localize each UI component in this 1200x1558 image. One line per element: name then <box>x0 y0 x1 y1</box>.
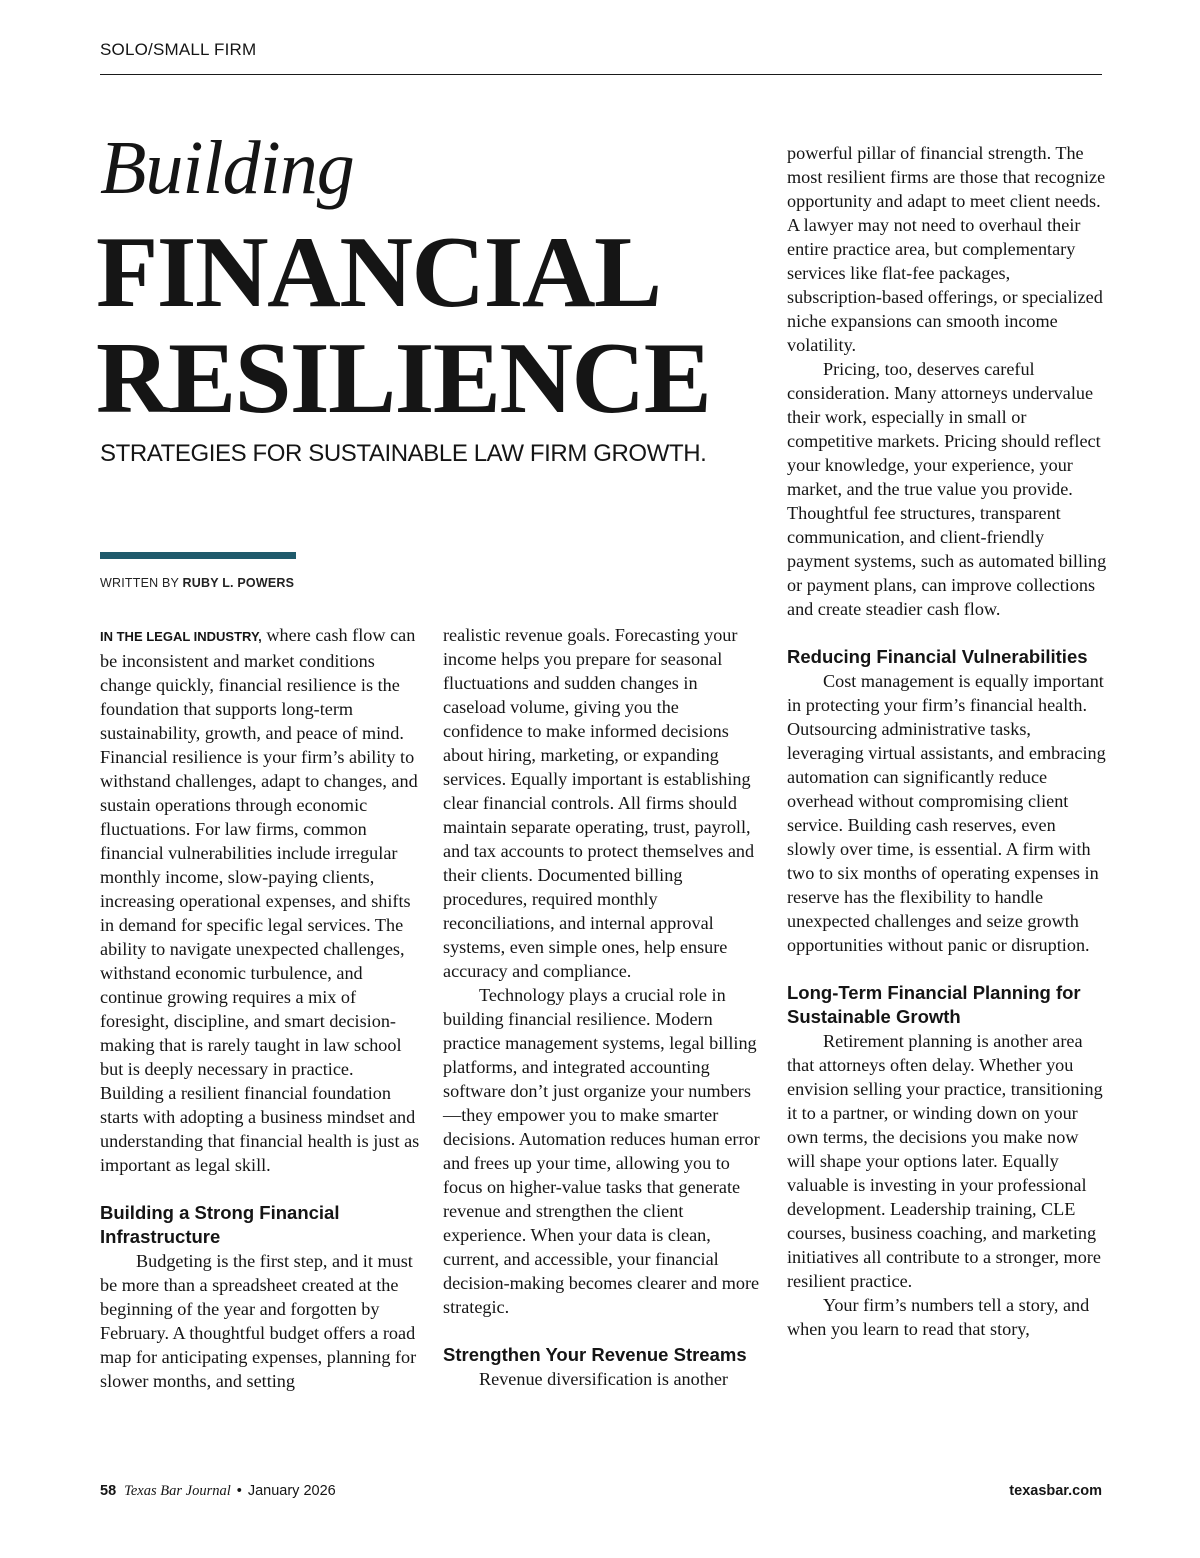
paragraph-budgeting-continued: realistic revenue goals. Forecasting your income helps you prepare for seasonal fluctuations and sudden changes in caseload volume, giving you the confidence to make informed decisions about hiring, marketing, or expanding services. Equally important is establishing clear financial controls. All firms should maintain separate operating, trust, payroll, and tax accounts to protect themselves and their clients. Documented billing procedures, required monthly reconciliations, and internal approval systems, even simple ones, help ensure accuracy and compliance. <box>443 625 755 981</box>
heading-long-term-planning: Long-Term Financial Planning for Sustainable Growth <box>787 982 1081 1027</box>
intro-paragraph <box>100 623 420 1177</box>
footer-bullet: • <box>236 1483 242 1499</box>
paragraph-retirement: Retirement planning is another area that attorneys often delay. Whether you envision selling your practice, transitioning it to a partner, or winding down on your own terms, the decisions you make now will shape your options later. Equally valuable is investing in your professional development. Leadership training, CLE courses, business coaching, and marketing initiatives all contribute to a stronger, more resilient practice. <box>787 1031 1103 1291</box>
heading-financial-infrastructure: Building a Strong Financial Infrastructure <box>100 1202 340 1247</box>
title-resilience: RESILIENCE <box>96 322 711 435</box>
paragraph-numbers: Your firm’s numbers tell a story, and when you learn to read that story, <box>787 1295 1090 1339</box>
section-label: SOLO/SMALL FIRM <box>100 40 257 59</box>
subtitle: STRATEGIES FOR SUSTAINABLE LAW FIRM GROWTH. <box>100 440 707 467</box>
issue-date: January 2026 <box>247 1483 336 1499</box>
byline-author: RUBY L. POWERS <box>182 576 295 590</box>
byline-prefix: WRITTEN BY <box>100 576 179 590</box>
byline <box>100 576 294 590</box>
heading-financial-vulnerabilities: Reducing Financial Vulnerabilities <box>787 646 1088 667</box>
article-column-1 <box>100 623 420 1393</box>
intro-lead-in: IN THE LEGAL INDUSTRY, <box>100 629 262 644</box>
footer-folio <box>100 1483 336 1500</box>
accent-bar <box>100 552 296 559</box>
article-column-3 <box>787 141 1107 1341</box>
paragraph-pricing: Pricing, too, deserves careful consideration. Many attorneys undervalue their work, especially in small or competitive markets. Pricing should reflect your knowledge, your experience, your market, and the true value you provide. Thoughtful fee structures, transparent communication, and client-friendly payment systems, such as automated billing or payment plans, can improve collections and create steadier cash flow. <box>787 359 1107 619</box>
header-rule <box>100 74 1102 75</box>
paragraph-revenue: Revenue diversification is another <box>479 1369 728 1389</box>
paragraph-cost-management: Cost management is equally important in protecting your firm’s financial health. Outsourcing administrative tasks, leveraging virtual assistants, and embracing automation can significantly reduce overhead without compromising client service. Building cash reserves, even slowly over time, is essential. A firm with two to six months of operating expenses in reserve has the flexibility to handle unexpected challenges and seize growth opportunities without panic or disruption. <box>787 671 1106 955</box>
paragraph-revenue-continued: powerful pillar of financial strength. The most resilient firms are those that recognize opportunity and adapt to meet client needs. A lawyer may not need to overhaul their entire practice area, but complementary services like flat-fee packages, subscription-based offerings, or specialized niche expansions can smooth income volatility. <box>787 143 1106 355</box>
intro-text: where cash flow can be inconsistent and market conditions change quickly, financial resilience is the foundation that supports long-term sustainability, growth, and peace of mind. Financial resilience is your firm’s ability to withstand challenges, adapt to changes, and sustain operations through economic fluctuations. For law firms, common financial vulnerabilities include irregular monthly income, slow-paying clients, increasing operational expenses, and shifts in demand for specific legal services. The ability to navigate unexpected challenges, withstand economic turbulence, and continue growing requires a mix of foresight, discipline, and smart decision-making that is rarely taught in law school but is deeply necessary in practice. Building a resilient financial foundation starts with adopting a business mindset and understanding that financial health is just as important as legal skill. <box>100 625 420 1175</box>
title-building: Building <box>100 126 354 210</box>
journal-name: Texas Bar Journal <box>124 1483 231 1499</box>
title-financial: FINANCIAL <box>96 216 661 329</box>
paragraph-budgeting: Budgeting is the first step, and it must be more than a spreadsheet created at the beginning of the year and forgotten by February. A thoughtful budget offers a road map for anticipating expenses, planning for slower months, and setting <box>100 1251 417 1391</box>
article-column-2 <box>443 623 763 1391</box>
page-number: 58 <box>100 1483 117 1499</box>
heading-revenue-streams: Strengthen Your Revenue Streams <box>443 1344 747 1365</box>
footer-url[interactable]: texasbar.com <box>1009 1483 1102 1499</box>
paragraph-technology: Technology plays a crucial role in building financial resilience. Modern practice management systems, legal billing platforms, and integrated accounting software don’t just organize your numbers—they empower you to make smarter decisions. Automation reduces human error and frees up your time, allowing you to focus on higher-value tasks that generate revenue and strengthen the client experience. When your data is clean, current, and accessible, your financial decision-making becomes clearer and more strategic. <box>443 985 760 1317</box>
